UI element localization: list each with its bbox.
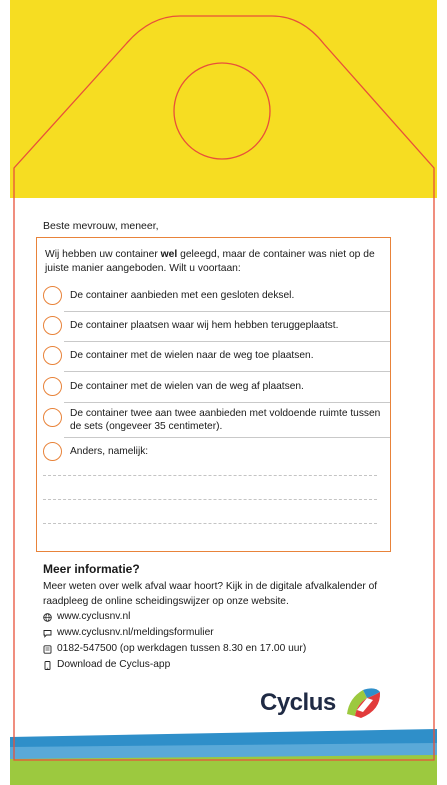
divider [64,402,390,403]
divider [64,311,390,312]
contact-app[interactable] [43,657,393,673]
form-link[interactable]: www.cyclusnv.nl/meldingsformulier [57,627,214,638]
option-3[interactable] [43,344,383,370]
divider [64,341,390,342]
option-6[interactable] [43,440,383,466]
option-2[interactable] [43,314,383,340]
option-label: De container met de wielen van de weg af plaatsen. [70,381,304,392]
divider [64,437,390,438]
contact-form[interactable] [43,625,393,641]
info-section [43,562,393,673]
write-line [43,499,377,500]
intro-text: Wij hebben uw container wel geleegd, maar de container was niet op de juiste manier aangeboden. Wilt u voortaan: [45,249,375,274]
checkbox-circle[interactable] [43,316,62,335]
info-title: Meer informatie? [43,562,140,576]
chat-icon [43,629,52,638]
checkbox-circle[interactable] [43,346,62,365]
write-line [43,475,377,476]
globe-icon [43,613,52,622]
cyclus-logo [260,684,383,722]
write-line [43,523,377,524]
checkbox-circle[interactable] [43,442,62,461]
yellow-header [10,0,437,198]
greeting: Beste mevrouw, meneer, [43,220,159,232]
phone-number[interactable]: 0182-547500 (op werkdagen tussen 8.30 en 17.00 uur) [57,643,307,654]
contact-phone[interactable] [43,641,393,657]
checkbox-circle[interactable] [43,408,62,427]
phone-icon [43,645,52,654]
option-5[interactable] [43,406,383,438]
option-label: De container aanbieden met een gesloten deksel. [70,290,295,301]
checkbox-circle[interactable] [43,377,62,396]
option-1[interactable] [43,284,383,310]
color-bands [10,729,437,785]
option-label: Anders, namelijk: [70,446,149,457]
option-label: De container twee aan twee aanbieden met voldoende ruimte tussen de sets (ongeveer 35 centimeter). [70,408,381,432]
checkbox-circle[interactable] [43,286,62,305]
website-link[interactable]: www.cyclusnv.nl [57,611,131,622]
logo-mark-icon [343,684,383,722]
option-label: De container met de wielen naar de weg toe plaatsen. [70,350,314,361]
checklist-box [36,237,391,552]
divider [64,371,390,372]
logo-wordmark: Cyclus [260,689,336,716]
option-4[interactable] [43,375,383,401]
contact-website[interactable] [43,609,393,625]
app-download-link[interactable]: Download de Cyclus-app [57,659,171,670]
option-label: De container plaatsen waar wij hem hebben teruggeplaatst. [70,320,339,331]
info-body: Meer weten over welk afval waar hoort? Kijk in de digitale afvalkalender of raadpleeg de online scheidingswijzer op onze website. [43,581,378,607]
mobile-icon [43,661,52,670]
